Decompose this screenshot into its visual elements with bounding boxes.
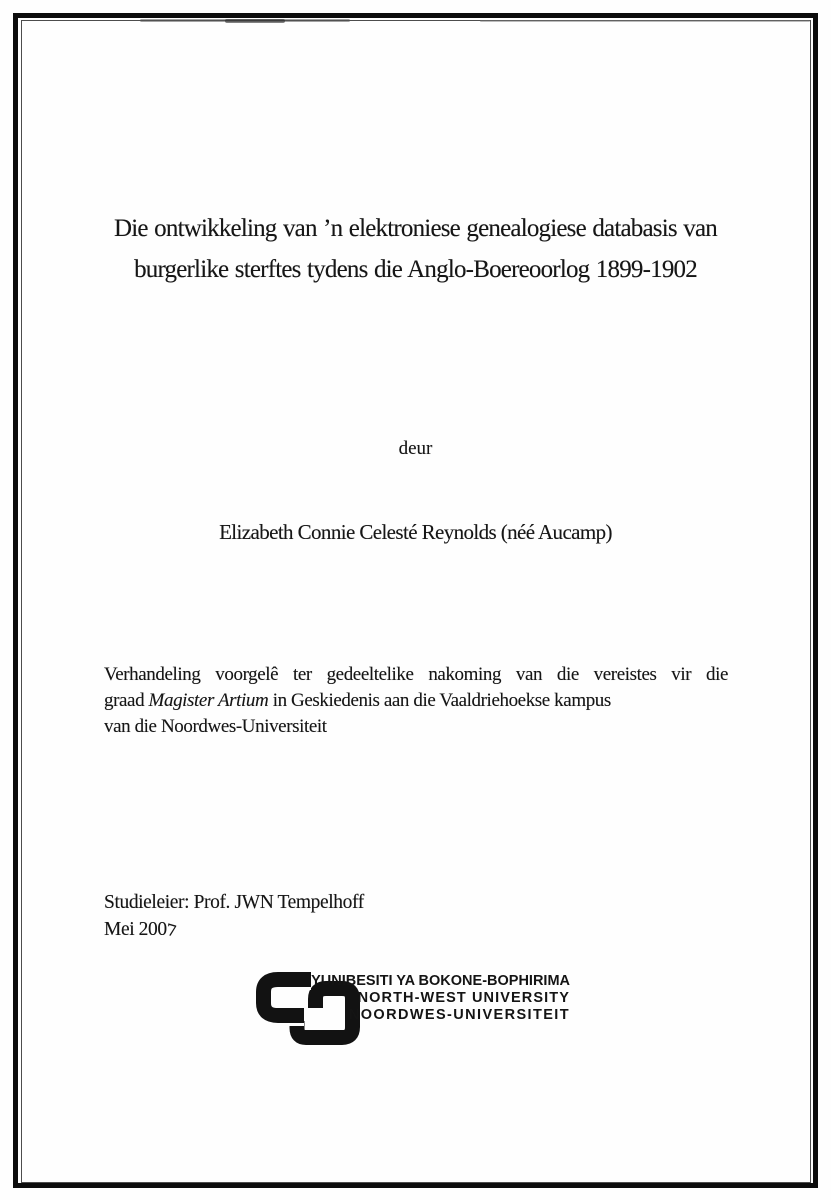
thesis-title-line-2: burgerlike sterftes tydens die Anglo-Boereoorlog 1899-1902 xyxy=(134,256,697,283)
supervisor-line: Studieleier: Prof. JWN Tempelhoff xyxy=(104,892,364,913)
degree-statement-line-2-suffix: in Geskiedenis aan die Vaaldriehoekse kampus xyxy=(268,690,611,711)
thesis-title xyxy=(0,208,831,290)
thesis-title-line-1: Die ontwikkeling van ’n elektroniese genealogiese databasis van xyxy=(114,215,717,242)
date-prefix: Mei 200 xyxy=(104,919,167,940)
degree-statement-line-2-prefix: graad xyxy=(104,690,149,711)
date-last-digit: 7 xyxy=(166,920,177,943)
degree-name-italic: Magister Artium xyxy=(148,690,269,711)
logo-line-afrikaans: NOORDWES-UNIVERSITEIT xyxy=(348,1007,570,1023)
university-logo-text xyxy=(311,973,570,1024)
degree-statement-line-2 xyxy=(104,688,728,714)
degree-statement-line-1: Verhandeling voorgelê ter gedeeltelike nakoming van die vereistes vir die xyxy=(104,664,728,685)
logo-line-english: NORTH-WEST UNIVERSITY xyxy=(357,990,570,1006)
supervisor-block xyxy=(104,889,364,943)
scan-artifact xyxy=(225,19,285,23)
author-name: Elizabeth Connie Celesté Reynolds (néé Aucamp) xyxy=(219,520,612,544)
degree-statement xyxy=(104,662,728,740)
logo-line-setswana: YUNIBESITI YA BOKONE-BOPHIRIMA xyxy=(311,973,570,989)
date-line xyxy=(104,916,364,943)
degree-statement-line-3: van die Noordwes-Universiteit xyxy=(104,716,327,737)
byline-label: deur xyxy=(398,438,433,459)
scan-artifact xyxy=(480,20,810,22)
scan-artifact xyxy=(140,19,350,22)
